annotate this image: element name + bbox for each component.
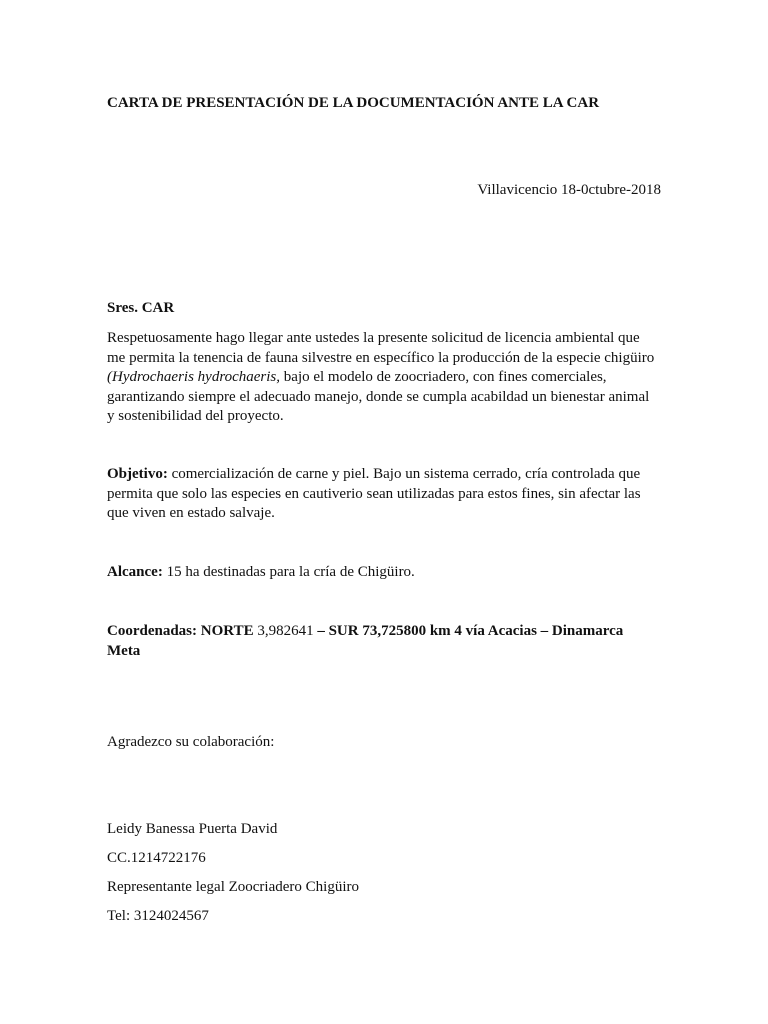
coordinates-paragraph bbox=[107, 622, 655, 661]
scope-text: 15 ha destinadas para la cría de Chigüiro. bbox=[162, 564, 415, 580]
request-paragraph bbox=[107, 329, 655, 427]
signer-id: CC.1214722176 bbox=[107, 850, 206, 866]
objective-paragraph bbox=[107, 465, 655, 524]
salutation: Sres. CAR bbox=[107, 300, 175, 316]
letter-title: CARTA DE PRESENTACIÓN DE LA DOCUMENTACIÓN ANTE LA CAR bbox=[107, 95, 600, 111]
species-scientific-name: (Hydrochaeris hydrochaeris, bbox=[107, 369, 281, 385]
objective-label: Objetivo: bbox=[107, 466, 168, 482]
coordinates-label: Coordenadas: NORTE bbox=[107, 623, 254, 639]
request-text-end: bajo el modelo de zoocriadero, con fines comerciales, garantizando siempre el adecuado manejo, donde se cumpla acabildad un bienestar animal y sostenibilidad del proyecto. bbox=[107, 369, 650, 424]
scope-label: Alcance: bbox=[107, 564, 163, 580]
letter-date: Villavicencio 18-0ctubre-2018 bbox=[477, 182, 661, 198]
signer-role: Representante legal Zoocriadero Chigüiro bbox=[107, 879, 359, 895]
closing-line: Agradezco su colaboración: bbox=[107, 734, 275, 750]
signer-name: Leidy Banessa Puerta David bbox=[107, 821, 278, 837]
signer-phone: Tel: 3124024567 bbox=[107, 908, 209, 924]
north-coordinate-value: 3,982641 bbox=[253, 623, 318, 639]
scope-paragraph bbox=[107, 563, 655, 583]
request-text-start: Respetuosamente hago llegar ante ustedes la presente solicitud de licencia ambiental que me permita la tenencia de fauna silvestre en específico la producción de la especie chigüiro bbox=[107, 330, 655, 366]
coordinates-rest: – SUR 73,725800 km 4 vía Acacias – Dinamarca Meta bbox=[107, 623, 624, 659]
objective-text: comercialización de carne y piel. Bajo un sistema cerrado, cría controlada que permita que solo las especies en cautiverio sean utilizadas para estos fines, sin afectar las que viven en estado salvaje. bbox=[107, 466, 641, 521]
